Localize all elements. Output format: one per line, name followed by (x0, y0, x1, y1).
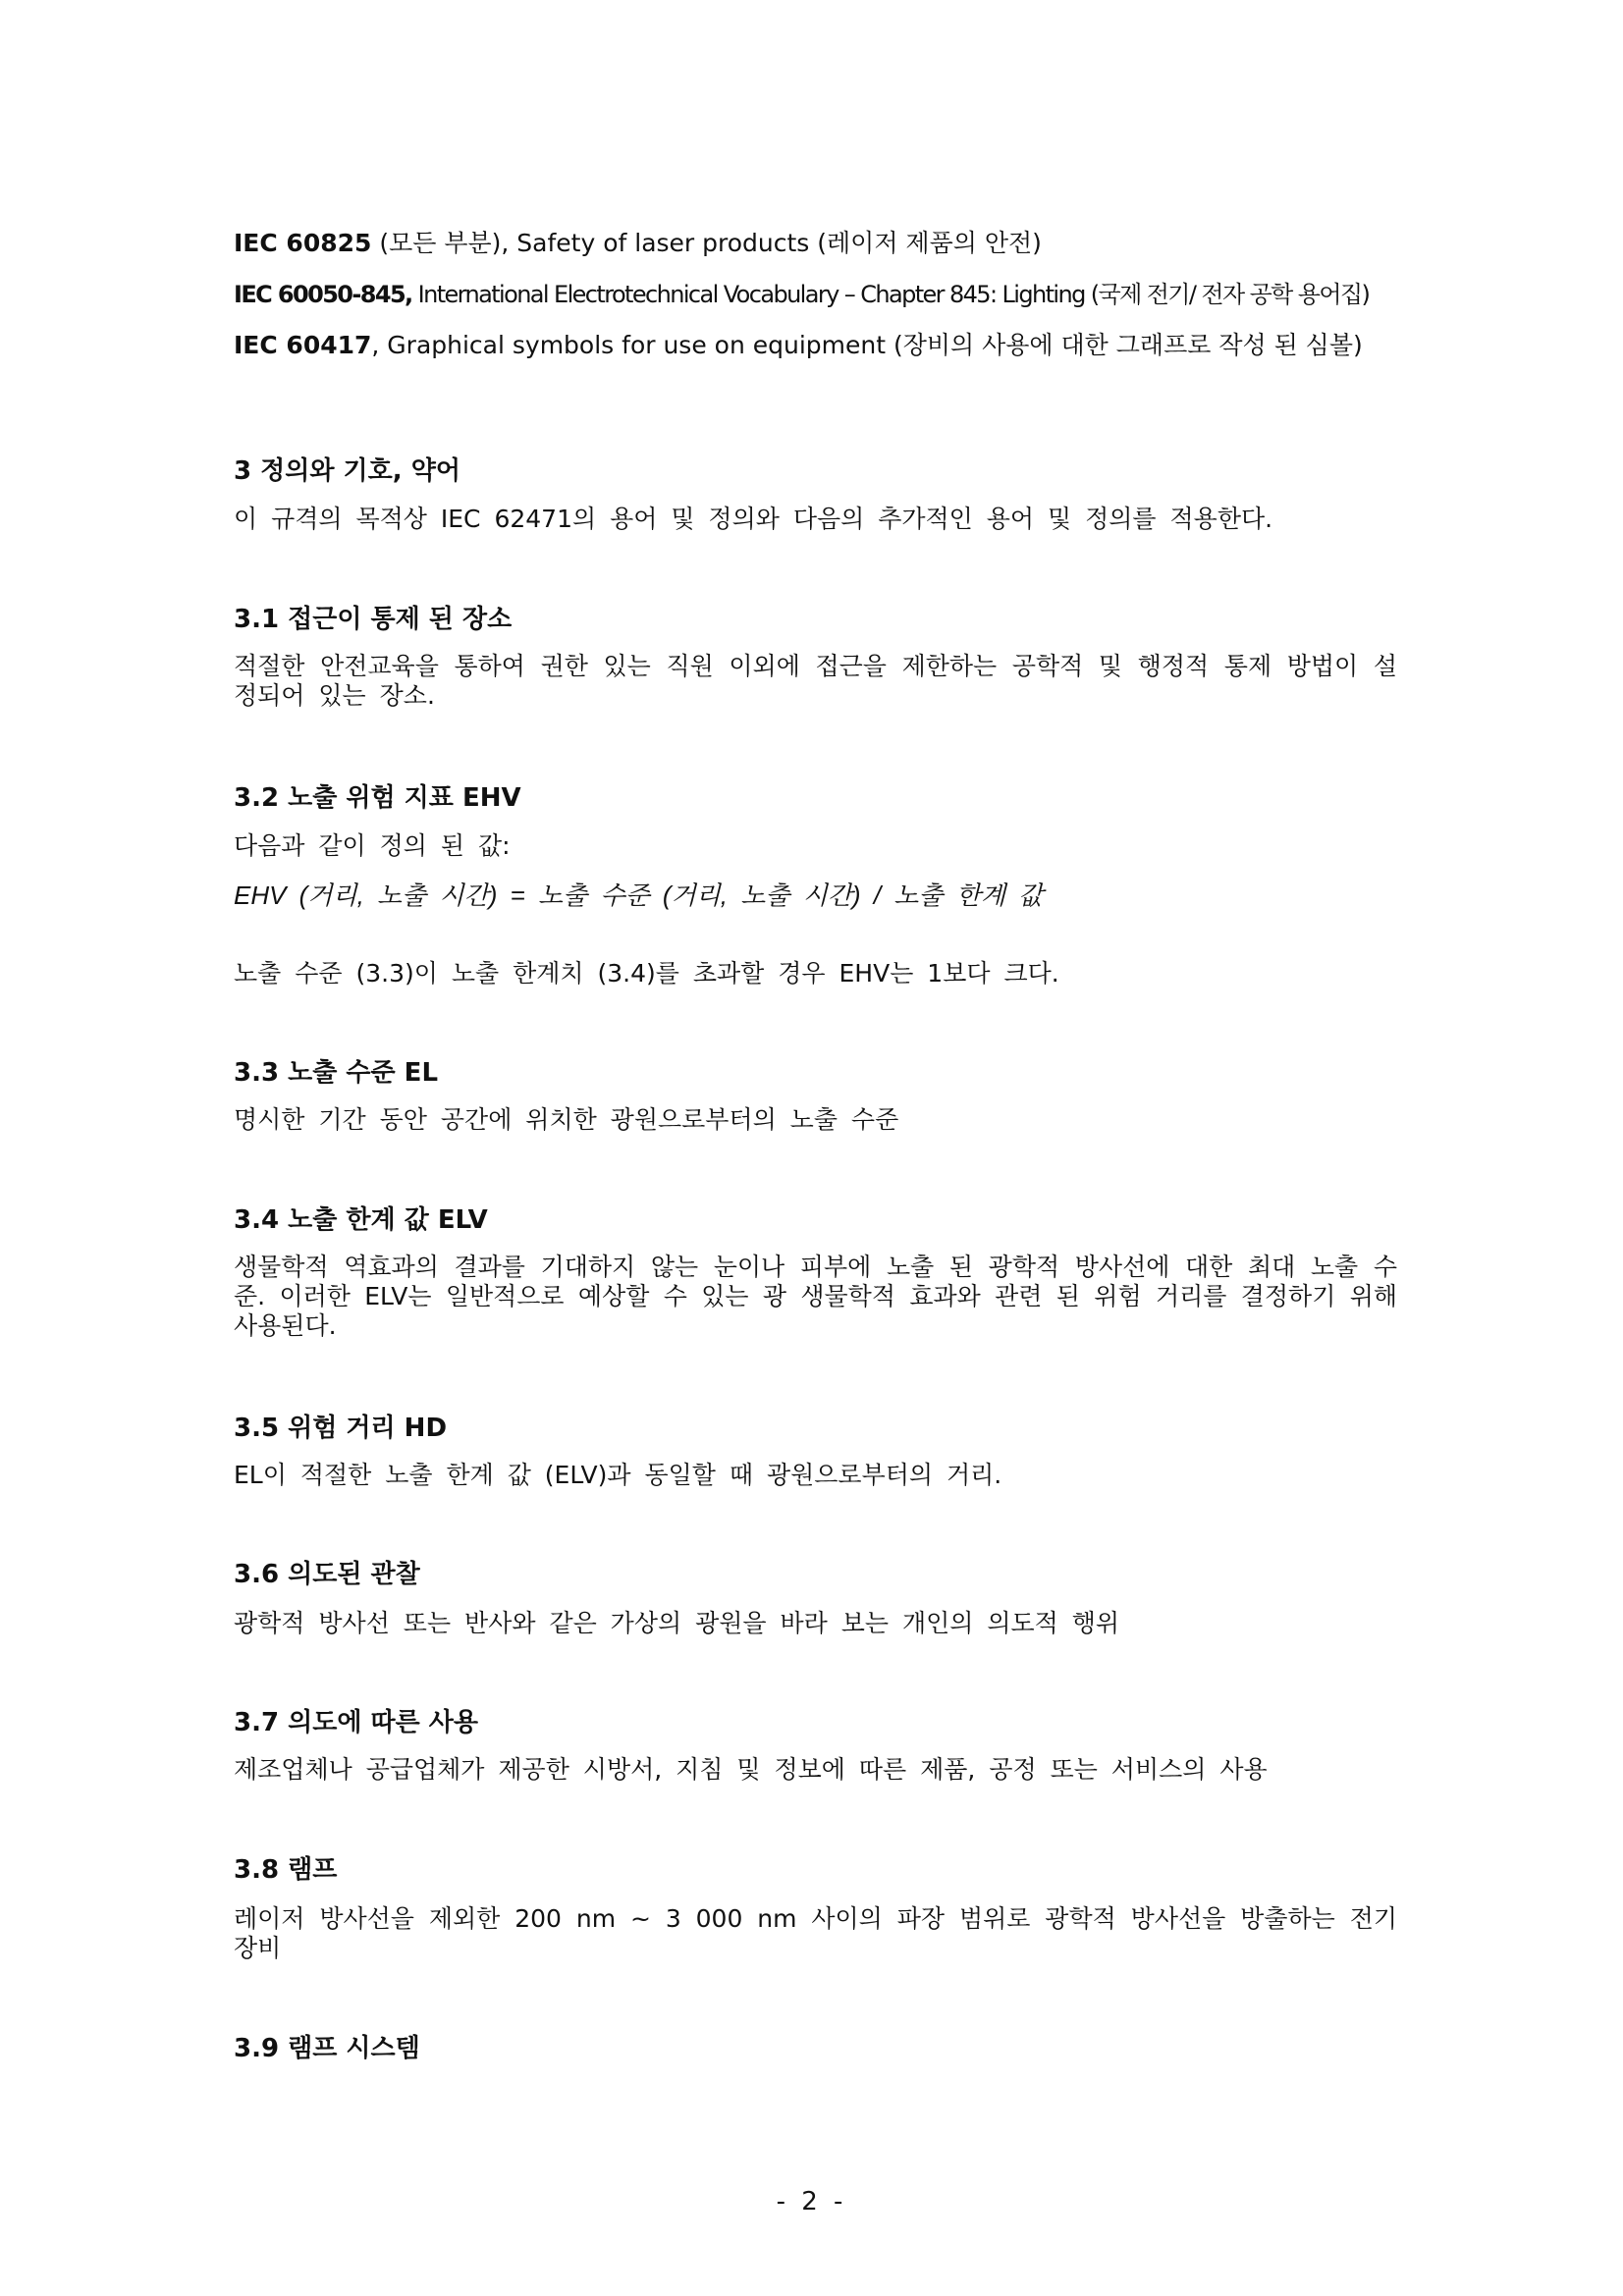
section-text-3-3: 명시한 기간 동안 공간에 위치한 광원으로부터의 노출 수준 (234, 1105, 899, 1134)
reference-code: IEC 60050-845, (234, 281, 412, 308)
section-heading-3-2: 3.2 노출 위험 지표 EHV (234, 783, 521, 813)
reference-iec-60417 (234, 330, 1363, 361)
section-text-3-6: 광학적 방사선 또는 반사와 같은 가상의 광원을 바라 보는 개인의 의도적 행위 (234, 1609, 1120, 1637)
section-heading-3-7: 3.7 의도에 따른 사용 (234, 1708, 479, 1737)
section-text-3-1: 적절한 안전교육을 통하여 권한 있는 직원 이외에 접근을 제한하는 공학적 및 행정적 통제 방법이 설정되어 있는 장소. (234, 652, 1397, 710)
reference-text: International Electrotechnical Vocabulary – Chapter 845: Lighting (국제 전기/ 전자 공학 용어집) (411, 281, 1370, 308)
section-heading-3: 3 정의와 기호, 약어 (234, 456, 460, 486)
section-heading-3-5: 3.5 위험 거리 HD (234, 1414, 448, 1443)
section-heading-3-9: 3.9 램프 시스템 (234, 2034, 420, 2063)
reference-code: IEC 60825 (234, 229, 372, 257)
ehv-formula: EHV (거리, 노출 시간) = 노출 수준 (거리, 노출 시간) / 노출 한계 값 (234, 881, 1044, 910)
section-text-3: 이 규격의 목적상 IEC 62471의 용어 및 정의와 다음의 추가적인 용어 및 정의를 적용한다. (234, 505, 1273, 533)
section-heading-3-4: 3.4 노출 한계 값 ELV (234, 1205, 488, 1235)
section-heading-3-6: 3.6 의도된 관찰 (234, 1560, 420, 1589)
reference-code: IEC 60417 (234, 331, 372, 359)
section-heading-3-3: 3.3 노출 수준 EL (234, 1058, 439, 1088)
section-text-3-5: EL이 적절한 노출 한계 값 (ELV)과 동일할 때 광원으로부터의 거리. (234, 1461, 1002, 1489)
section-note-3-2: 노출 수준 (3.3)이 노출 한계치 (3.4)를 초과할 경우 EHV는 1보다 크다. (234, 959, 1059, 988)
section-heading-3-1: 3.1 접근이 통제 된 장소 (234, 605, 513, 634)
reference-text: (모든 부분), Safety of laser products (레이저 제품의 안전) (371, 229, 1042, 257)
section-heading-3-8: 3.8 램프 (234, 1855, 338, 1885)
page-number: - 2 - (776, 2187, 847, 2216)
reference-iec-60825 (234, 228, 1042, 259)
section-text-3-7: 제조업체나 공급업체가 제공한 시방서, 지침 및 정보에 따른 제품, 공정 또는 서비스의 사용 (234, 1755, 1268, 1784)
reference-text: , Graphical symbols for use on equipment (장비의 사용에 대한 그래프로 작성 된 심볼) (371, 331, 1363, 359)
section-text-3-2: 다음과 같이 정의 된 값: (234, 831, 511, 860)
section-text-3-8: 레이저 방사선을 제외한 200 nm ~ 3 000 nm 사이의 파장 범위로 광학적 방사선을 방출하는 전기장비 (234, 1904, 1397, 1962)
reference-iec-60050-845 (234, 279, 1369, 310)
section-text-3-4: 생물학적 역효과의 결과를 기대하지 않는 눈이나 피부에 노출 된 광학적 방사선에 대한 최대 노출 수준. 이러한 ELV는 일반적으로 예상할 수 있는 광 생물학적 효과와 관련 된 위험 거리를 결정하기 위해 사용된다. (234, 1253, 1397, 1340)
